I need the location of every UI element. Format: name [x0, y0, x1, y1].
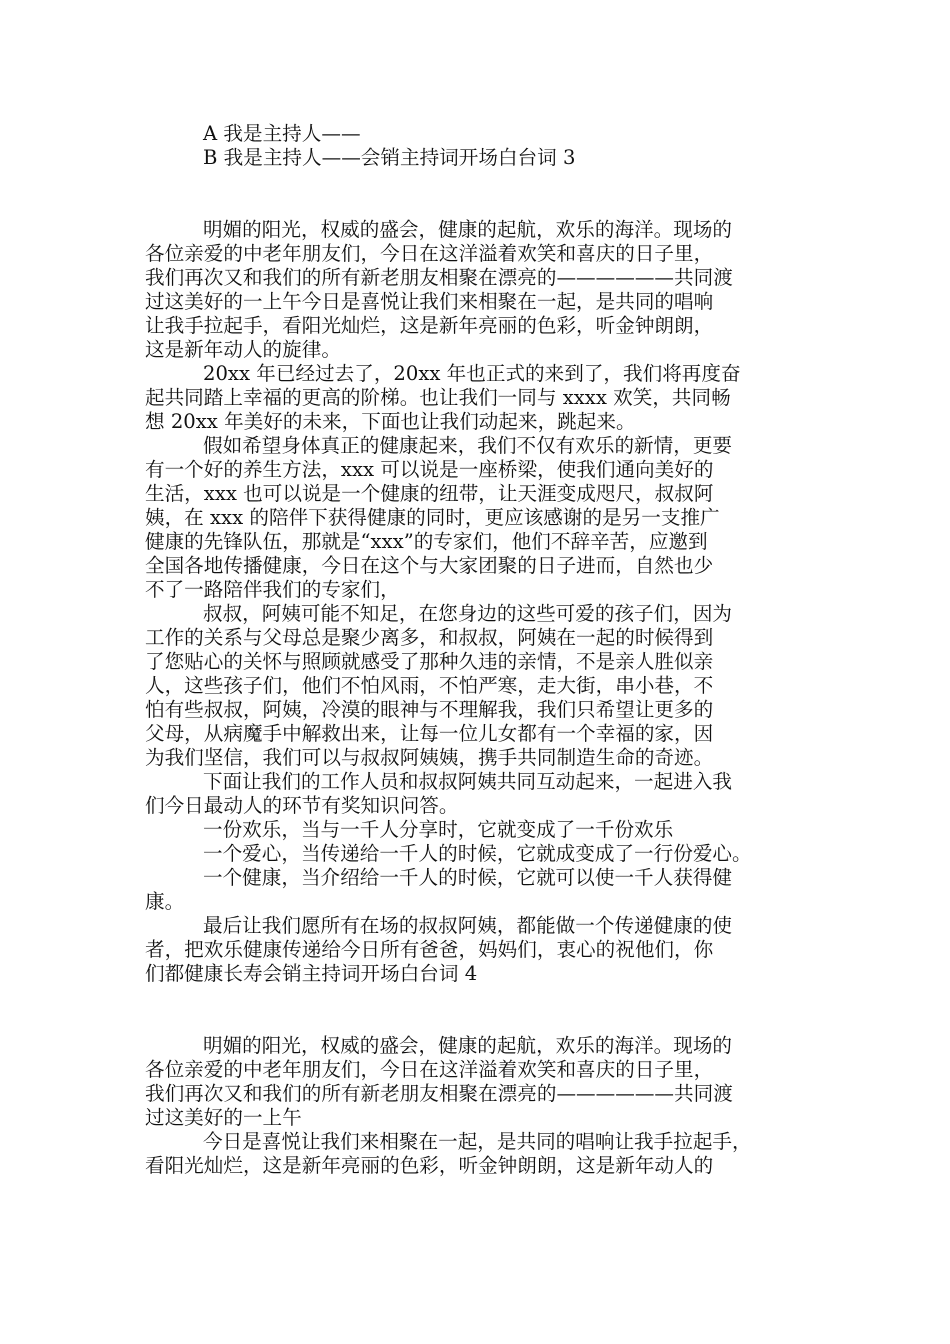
paragraph-line: 者，把欢乐健康传递给今日所有爸爸，妈妈们，衷心的祝他们，你: [145, 938, 714, 961]
paragraph-line: 最后让我们愿所有在场的叔叔阿姨，都能做一个传递健康的使: [203, 914, 733, 937]
paragraph-line: 全国各地传播健康，今日在这个与大家团聚的日子进而，自然也少: [145, 554, 714, 577]
paragraph-line: 各位亲爱的中老年朋友们，今日在这洋溢着欢笑和喜庆的日子里，: [145, 242, 714, 265]
paragraph: [145, 362, 825, 434]
paragraph-line: 们今日最动人的环节有奖知识问答。: [145, 794, 459, 817]
paragraph-line: 为我们坚信，我们可以与叔叔阿姨姨，携手共同制造生命的奇迹。: [145, 746, 714, 769]
paragraph-line: 叔叔，阿姨可能不知足，在您身边的这些可爱的孩子们，因为: [203, 602, 733, 625]
paragraph-line: 人，这些孩子们，他们不怕风雨，不怕严寒，走大街，串小巷，不: [145, 674, 714, 697]
intro-line-a: A 我是主持人——: [203, 122, 361, 145]
paragraph-line: 今日是喜悦让我们来相聚在一起，是共同的唱响让我手拉起手，: [203, 1130, 752, 1153]
section-4-body: [145, 1034, 825, 1178]
paragraph: [145, 770, 825, 818]
paragraph-line: 了您贴心的关怀与照顾就感受了那种久违的亲情，不是亲人胜似亲: [145, 650, 714, 673]
paragraph-line: 我们再次又和我们的所有新老朋友相聚在漂亮的——————共同渡: [145, 1082, 733, 1105]
paragraph-line: 20xx 年已经过去了，20xx 年也正式的来到了，我们将再度奋: [203, 362, 741, 385]
paragraph-line: 过这美好的一上午今日是喜悦让我们来相聚在一起，是共同的唱响: [145, 290, 714, 313]
paragraph-line: 怕有些叔叔，阿姨，冷漠的眼神与不理解我，我们只希望让更多的: [145, 698, 714, 721]
paragraph-line: 生活，xxx 也可以说是一个健康的纽带，让天涯变成咫尺，叔叔阿: [145, 482, 714, 505]
document-page: [145, 122, 825, 1178]
paragraph: [145, 866, 825, 914]
section-gap: [145, 986, 825, 1034]
paragraph: [145, 818, 825, 842]
paragraph-line: 明媚的阳光，权威的盛会，健康的起航，欢乐的海洋。现场的: [203, 1034, 733, 1057]
paragraph-line: 过这美好的一上午: [145, 1106, 302, 1129]
paragraph-line: 我们再次又和我们的所有新老朋友相聚在漂亮的——————共同渡: [145, 266, 733, 289]
paragraph: [145, 218, 825, 362]
paragraph-line: 各位亲爱的中老年朋友们，今日在这洋溢着欢笑和喜庆的日子里，: [145, 1058, 714, 1081]
paragraph-line: 父母，从病魔手中解救出来，让每一位儿女都有一个幸福的家，因: [145, 722, 714, 745]
paragraph: [145, 842, 825, 866]
paragraph-line: 一个爱心，当传递给一千人的时候，它就成变成了一行份爱心。: [203, 842, 752, 865]
paragraph-line: 明媚的阳光，权威的盛会，健康的起航，欢乐的海洋。现场的: [203, 218, 733, 241]
section-3-body: [145, 218, 825, 986]
section-gap: [145, 170, 825, 218]
intro-line-b: B 我是主持人——会销主持词开场白台词 3: [203, 146, 576, 169]
paragraph-line: 有一个好的养生方法，xxx 可以说是一座桥梁，使我们通向美好的: [145, 458, 714, 481]
paragraph: [145, 602, 825, 770]
paragraph-line: 工作的关系与父母总是聚少离多，和叔叔，阿姨在一起的时候得到: [145, 626, 714, 649]
paragraph: [145, 914, 825, 986]
paragraph-line: 想 20xx 年美好的未来，下面也让我们动起来，跳起来。: [145, 410, 636, 433]
paragraph-line: 假如希望身体真正的健康起来，我们不仅有欢乐的新情，更要: [203, 434, 733, 457]
paragraph: [145, 1034, 825, 1130]
paragraph: [145, 1130, 825, 1178]
paragraph-line: 下面让我们的工作人员和叔叔阿姨共同互动起来，一起进入我: [203, 770, 733, 793]
paragraph-line: 们都健康长寿会销主持词开场白台词 4: [145, 962, 478, 985]
paragraph-line: 姨，在 xxx 的陪伴下获得健康的同时，更应该感谢的是另一支推广: [145, 506, 720, 529]
intro-block: [145, 122, 825, 170]
paragraph-line: 健康的先锋队伍，那就是“xxx”的专家们，他们不辞辛苦，应邀到: [145, 530, 708, 553]
paragraph-line: 康。: [145, 890, 185, 913]
paragraph-line: 一份欢乐，当与一千人分享时，它就变成了一千份欢乐: [203, 818, 674, 841]
paragraph-line: 一个健康，当介绍给一千人的时候，它就可以使一千人获得健: [203, 866, 733, 889]
paragraph-line: 起共同踏上幸福的更高的阶梯。也让我们一同与 xxxx 欢笑，共同畅: [145, 386, 731, 409]
paragraph-line: 看阳光灿烂，这是新年亮丽的色彩，听金钟朗朗，这是新年动人的: [145, 1154, 714, 1177]
paragraph: [145, 434, 825, 602]
paragraph-line: 这是新年动人的旋律。: [145, 338, 341, 361]
paragraph-line: 不了一路陪伴我们的专家们，: [145, 578, 400, 601]
paragraph-line: 让我手拉起手，看阳光灿烂，这是新年亮丽的色彩，听金钟朗朗，: [145, 314, 714, 337]
